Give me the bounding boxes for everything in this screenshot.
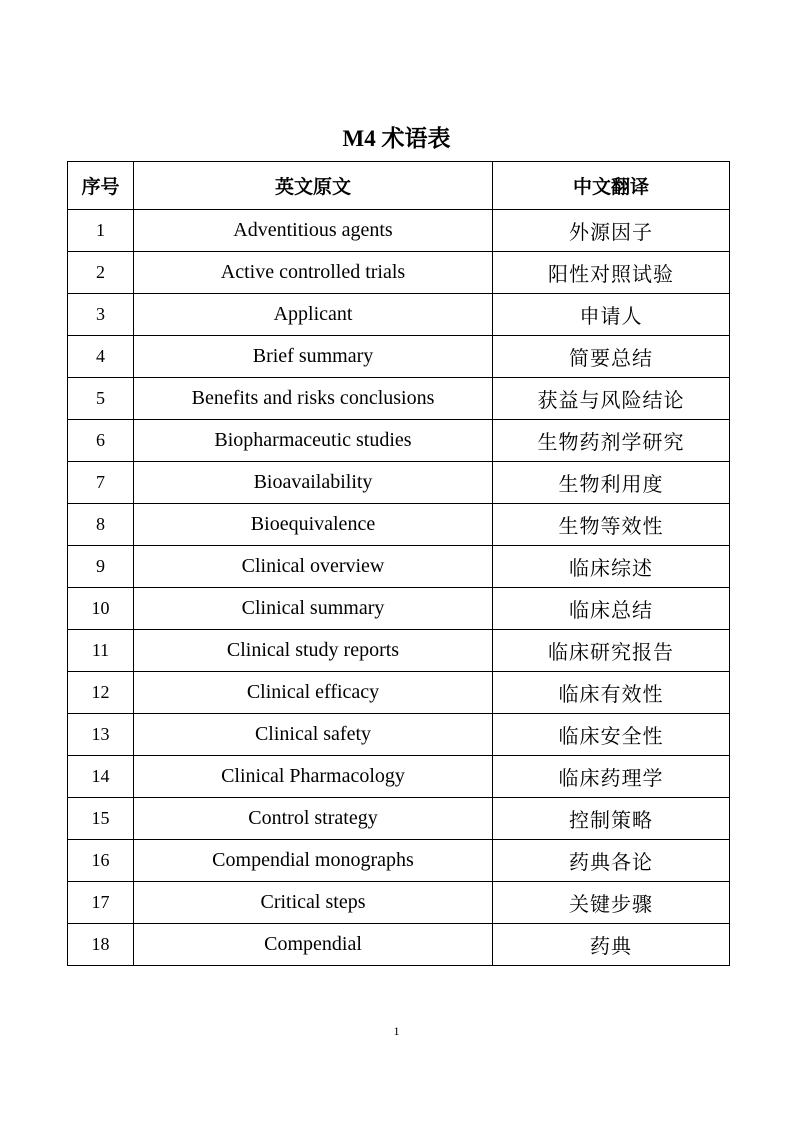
cell-english: Biopharmaceutic studies xyxy=(134,420,493,462)
cell-chinese: 简要总结 xyxy=(493,336,730,378)
cell-english: Active controlled trials xyxy=(134,252,493,294)
cell-number: 14 xyxy=(68,756,134,798)
cell-number: 18 xyxy=(68,924,134,966)
table-row xyxy=(68,462,730,504)
cell-number: 11 xyxy=(68,630,134,672)
table-row xyxy=(68,420,730,462)
cell-chinese: 控制策略 xyxy=(493,798,730,840)
cell-number: 4 xyxy=(68,336,134,378)
table-row xyxy=(68,588,730,630)
cell-number: 2 xyxy=(68,252,134,294)
cell-chinese: 临床安全性 xyxy=(493,714,730,756)
cell-chinese: 临床总结 xyxy=(493,588,730,630)
page-title: M4 术语表 xyxy=(342,126,451,151)
table-header-row xyxy=(68,162,730,210)
table-row xyxy=(68,756,730,798)
table-row xyxy=(68,840,730,882)
cell-english: Clinical safety xyxy=(134,714,493,756)
header-english: 英文原文 xyxy=(134,162,493,210)
cell-chinese: 临床有效性 xyxy=(493,672,730,714)
cell-chinese: 药典 xyxy=(493,924,730,966)
table-body xyxy=(68,210,730,966)
cell-english: Brief summary xyxy=(134,336,493,378)
table-row xyxy=(68,546,730,588)
cell-english: Benefits and risks conclusions xyxy=(134,378,493,420)
cell-english: Control strategy xyxy=(134,798,493,840)
cell-chinese: 生物利用度 xyxy=(493,462,730,504)
cell-number: 15 xyxy=(68,798,134,840)
table-row xyxy=(68,378,730,420)
cell-chinese: 生物等效性 xyxy=(493,504,730,546)
cell-chinese: 获益与风险结论 xyxy=(493,378,730,420)
cell-number: 17 xyxy=(68,882,134,924)
page-number: 1 xyxy=(393,1024,400,1038)
cell-number: 9 xyxy=(68,546,134,588)
header-chinese: 中文翻译 xyxy=(493,162,730,210)
cell-english: Applicant xyxy=(134,294,493,336)
cell-chinese: 临床药理学 xyxy=(493,756,730,798)
cell-chinese: 药典各论 xyxy=(493,840,730,882)
cell-chinese: 阳性对照试验 xyxy=(493,252,730,294)
table-row xyxy=(68,504,730,546)
cell-number: 16 xyxy=(68,840,134,882)
table-row xyxy=(68,672,730,714)
cell-chinese: 临床研究报告 xyxy=(493,630,730,672)
cell-chinese: 外源因子 xyxy=(493,210,730,252)
cell-number: 13 xyxy=(68,714,134,756)
cell-number: 6 xyxy=(68,420,134,462)
table-row xyxy=(68,336,730,378)
cell-english: Clinical summary xyxy=(134,588,493,630)
cell-english: Clinical overview xyxy=(134,546,493,588)
table-row xyxy=(68,924,730,966)
table-row xyxy=(68,798,730,840)
cell-number: 10 xyxy=(68,588,134,630)
cell-chinese: 申请人 xyxy=(493,294,730,336)
cell-english: Critical steps xyxy=(134,882,493,924)
table-row xyxy=(68,714,730,756)
table-row xyxy=(68,252,730,294)
cell-chinese: 临床综述 xyxy=(493,546,730,588)
glossary-table xyxy=(67,161,730,966)
cell-english: Clinical efficacy xyxy=(134,672,493,714)
table-row xyxy=(68,882,730,924)
cell-english: Compendial xyxy=(134,924,493,966)
cell-english: Clinical study reports xyxy=(134,630,493,672)
cell-number: 1 xyxy=(68,210,134,252)
cell-english: Bioequivalence xyxy=(134,504,493,546)
table-row xyxy=(68,294,730,336)
cell-english: Bioavailability xyxy=(134,462,493,504)
cell-number: 5 xyxy=(68,378,134,420)
cell-number: 3 xyxy=(68,294,134,336)
cell-english: Compendial monographs xyxy=(134,840,493,882)
cell-chinese: 关键步骤 xyxy=(493,882,730,924)
cell-number: 7 xyxy=(68,462,134,504)
header-number: 序号 xyxy=(68,162,134,210)
cell-chinese: 生物药剂学研究 xyxy=(493,420,730,462)
table-row xyxy=(68,630,730,672)
table-row xyxy=(68,210,730,252)
cell-number: 8 xyxy=(68,504,134,546)
cell-english: Adventitious agents xyxy=(134,210,493,252)
cell-number: 12 xyxy=(68,672,134,714)
cell-english: Clinical Pharmacology xyxy=(134,756,493,798)
